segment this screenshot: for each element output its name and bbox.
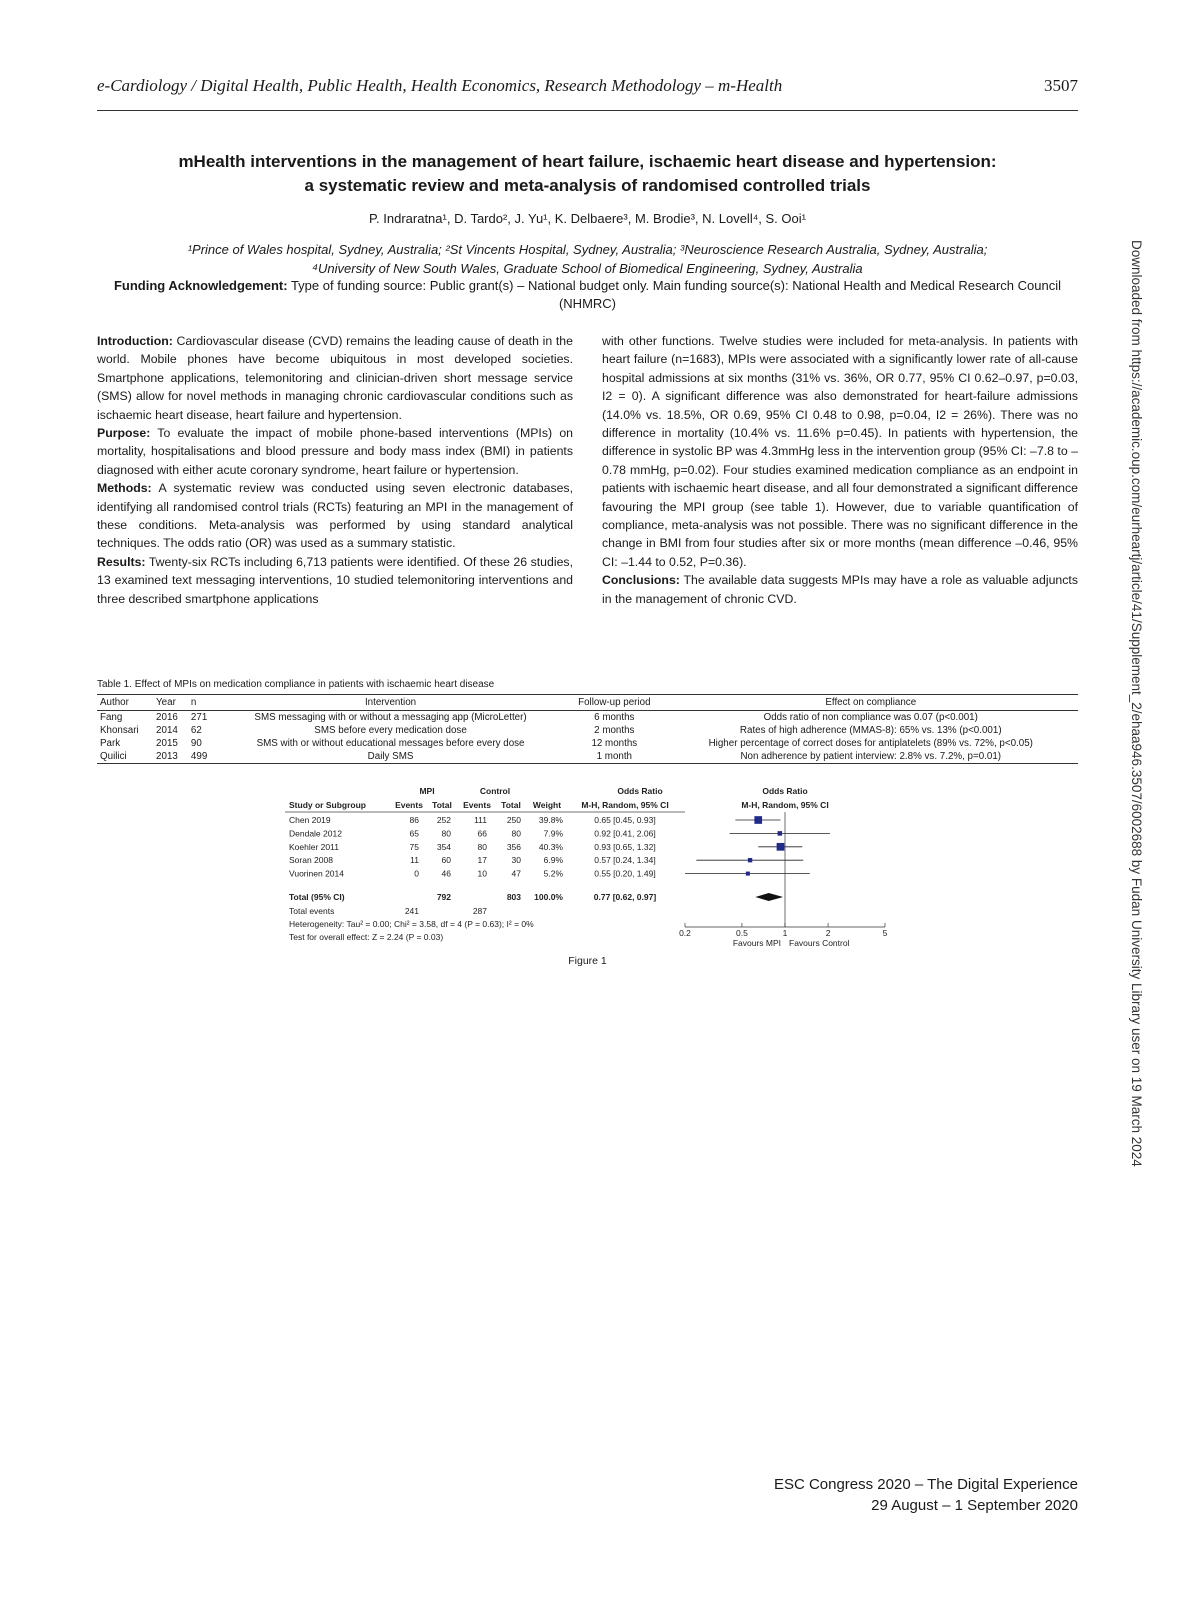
or-header: Odds Ratio xyxy=(617,786,663,796)
table-row xyxy=(97,737,1078,750)
mpi-total: 252 xyxy=(436,815,451,825)
total-col-header: Total xyxy=(501,800,521,810)
x-tick-label: 0.2 xyxy=(679,928,691,938)
mpi-total: 46 xyxy=(441,868,451,879)
table-cell: 90 xyxy=(190,738,202,749)
total-odds-ratio: 0.77 [0.62, 0.97] xyxy=(593,892,657,902)
table-col-header: n xyxy=(188,695,216,711)
table-cell: 62 xyxy=(190,725,202,736)
x-tick-label: 2 xyxy=(825,928,831,938)
total-label: Total (95% CI) xyxy=(289,892,345,902)
table-col-header: Intervention xyxy=(216,695,565,711)
total-mpi: 792 xyxy=(436,892,451,902)
page-footer xyxy=(774,1474,1078,1516)
weight-col-header: Weight xyxy=(532,800,562,810)
study-weight: 7.9% xyxy=(543,828,563,839)
overall-effect-stat: Test for overall effect: Z = 2.24 (P = 0.03) xyxy=(289,932,444,942)
total-events-control: 287 xyxy=(472,906,487,916)
control-total: 356 xyxy=(506,841,521,852)
table-cell: 271 xyxy=(190,712,208,723)
table-cell: 2013 xyxy=(153,750,188,764)
running-header xyxy=(97,76,1078,96)
table-cell: Khonsari xyxy=(100,725,139,736)
body-column-right xyxy=(602,332,1078,608)
download-watermark xyxy=(1128,240,1148,1330)
table-col-header: Author xyxy=(97,695,153,711)
x-tick-label: 5 xyxy=(882,928,888,938)
mpi-events: 65 xyxy=(409,828,419,839)
study-name: Dendale 2012 xyxy=(289,828,342,839)
table-caption: Table 1. Effect of MPIs on medication compliance in patients with ischaemic heart disease xyxy=(97,679,495,690)
study-odds-ratio: 0.65 [0.45, 0.93] xyxy=(594,815,656,825)
methods-text: A systematic review was conducted using seven electronic databases, identifying all randomised control trials (RCTs) featuring an MPI in the management of these conditions. Meta-analysis was performed by using standard analytical techniques. The odds ratio (OR) was used as a summary statistic. xyxy=(97,481,573,551)
control-events: 80 xyxy=(477,841,487,852)
table-cell: SMS before every medication dose xyxy=(314,725,467,736)
study-odds-ratio: 0.93 [0.65, 1.32] xyxy=(594,841,656,852)
affiliations xyxy=(97,240,1078,278)
table-header-row xyxy=(97,695,1078,711)
study-weight: 6.9% xyxy=(543,855,563,866)
conclusions-paragraph xyxy=(602,571,1078,608)
table-row xyxy=(97,711,1078,725)
or-plot-header: Odds Ratio xyxy=(762,786,808,796)
title-line-2: a systematic review and meta-analysis of randomised controlled trials xyxy=(304,176,871,195)
table-row xyxy=(97,724,1078,737)
table-cell: 12 months xyxy=(591,738,638,749)
mpi-events: 0 xyxy=(414,868,419,879)
results-text-part-1: Twenty-six RCTs including 6,713 patients were identified. Of these 26 studies, 13 examined text messaging interventions, 10 studied telemonitoring interventions and three described smartphone applications xyxy=(97,554,573,606)
total-control: 803 xyxy=(506,892,521,902)
page-number: 3507 xyxy=(1044,76,1078,95)
methods-label: Methods: xyxy=(97,481,152,496)
study-marker xyxy=(778,831,783,836)
footer-line-1: ESC Congress 2020 – The Digital Experience xyxy=(773,1476,1078,1493)
table-body xyxy=(97,711,1078,764)
funding-label: Funding Acknowledgement: xyxy=(113,278,288,293)
author-list: P. Indraratna¹, D. Tardo², J. Yu¹, K. Delbaere³, M. Brodie³, N. Lovell⁴, S. Ooi¹ xyxy=(369,211,806,226)
table-cell: SMS messaging with or without a messaging app (MicroLetter) xyxy=(254,712,527,723)
study-weight: 39.8% xyxy=(538,815,563,825)
control-events: 66 xyxy=(477,828,487,839)
table-cell: Quilici xyxy=(97,750,153,764)
x-tick-label: 0.5 xyxy=(736,928,748,938)
mpi-total: 354 xyxy=(436,841,451,852)
purpose-paragraph xyxy=(97,424,573,479)
compliance-table xyxy=(97,694,1078,764)
purpose-text: To evaluate the impact of mobile phone-based interventions (MPIs) on mortality, hospitalisations and blood pressure and body mass index (BMI) in patients diagnosed with either acute coronary syndrome, heart failure or hypertension. xyxy=(97,426,573,477)
heterogeneity-stat: Heterogeneity: Tau² = 0.00; Chi² = 3.58, df = 4 (P = 0.63); I² = 0% xyxy=(289,919,534,929)
table-cell: Higher percentage of correct doses for antiplatelets (89% vs. 72%, p<0.05) xyxy=(708,738,1033,749)
mpi-total: 60 xyxy=(441,855,451,866)
study-odds-ratio: 0.92 [0.41, 2.06] xyxy=(594,828,656,839)
study-weight: 40.3% xyxy=(538,841,563,852)
table-col-header: Year xyxy=(153,695,188,711)
group-1-header: MPI xyxy=(419,786,435,796)
table-cell: 2016 xyxy=(156,712,178,723)
table-cell: 2014 xyxy=(156,725,178,736)
table-cell: 499 xyxy=(188,750,216,764)
table-col-header: Effect on compliance xyxy=(664,695,1078,711)
table-cell: 6 months xyxy=(594,712,635,723)
total-diamond xyxy=(755,893,783,901)
table-cell: Non adherence by patient interview: 2.8% vs. 7.2%, p=0.01) xyxy=(664,750,1078,764)
download-notice: Downloaded from https://academic.oup.com/eurheartj/article/41/Supplement_2/ehaa946.3507/6002688 by Fudan University Library user on 19 March 2024 xyxy=(1129,240,1144,1167)
group-2-header: Control xyxy=(479,786,511,796)
favours-left-label: Favours MPI xyxy=(732,938,781,948)
table-cell: SMS with or without educational messages before every dose xyxy=(256,738,525,749)
conclusions-text: The available data suggests MPIs may have a role as valuable adjuncts in the management of chronic CVD. xyxy=(602,573,1078,606)
footer-line-2: 29 August – 1 September 2020 xyxy=(871,1497,1078,1514)
mpi-events: 86 xyxy=(409,815,419,825)
intro-label: Introduction: xyxy=(97,334,173,348)
forest-plot xyxy=(285,782,905,957)
control-events: 10 xyxy=(477,868,487,879)
table-cell: Park xyxy=(100,738,121,749)
table-cell: Odds ratio of non compliance was 0.07 (p<0.001) xyxy=(763,712,978,723)
events-col-header: Events xyxy=(395,800,423,810)
affiliations-line-2: ⁴University of New South Wales, Graduate School of Biomedical Engineering, Sydney, Australia xyxy=(312,261,863,276)
conclusions-label: Conclusions: xyxy=(602,573,680,588)
study-name: Chen 2019 xyxy=(289,815,331,825)
or-method-header: M-H, Random, 95% CI xyxy=(581,800,669,810)
events-col-header: Events xyxy=(463,800,491,810)
table-col-header: Follow-up period xyxy=(565,695,663,711)
running-title: e-Cardiology / Digital Health, Public Health, Health Economics, Research Methodology – m-Health xyxy=(97,76,783,95)
x-tick-label: 1 xyxy=(782,928,788,938)
study-marker xyxy=(748,858,752,862)
mpi-events: 75 xyxy=(409,841,419,852)
table-cell: Rates of high adherence (MMAS-8): 65% vs. 13% (p<0.001) xyxy=(739,725,1002,736)
study-marker xyxy=(754,816,762,824)
methods-paragraph xyxy=(97,479,573,553)
mpi-total: 80 xyxy=(441,828,451,839)
control-total: 47 xyxy=(511,868,521,879)
study-weight: 5.2% xyxy=(543,868,563,879)
title-line-1: mHealth interventions in the management of heart failure, ischaemic heart disease and hypertension: xyxy=(178,152,997,171)
total-events-mpi: 241 xyxy=(404,906,419,916)
header-rule xyxy=(97,110,1078,111)
results-label: Results: xyxy=(97,554,146,569)
article-title xyxy=(97,150,1078,198)
funding-acknowledgement xyxy=(110,277,1065,313)
study-marker xyxy=(746,872,750,876)
study-marker xyxy=(777,843,785,851)
study-name: Soran 2008 xyxy=(289,855,333,866)
mpi-events: 11 xyxy=(410,855,419,866)
favours-right-label: Favours Control xyxy=(789,938,850,948)
study-odds-ratio: 0.57 [0.24, 1.34] xyxy=(594,855,656,866)
total-events-label: Total events xyxy=(289,906,335,916)
table-cell: 1 month xyxy=(565,750,663,764)
or-plot-method-header: M-H, Random, 95% CI xyxy=(741,800,829,810)
table-cell: Daily SMS xyxy=(216,750,565,764)
control-total: 250 xyxy=(506,815,521,825)
control-total: 80 xyxy=(511,828,521,839)
control-events: 17 xyxy=(477,855,487,866)
results-continued xyxy=(602,332,1078,571)
purpose-label: Purpose: xyxy=(97,426,151,441)
table-cell: 2015 xyxy=(156,738,178,749)
funding-text: Type of funding source: Public grant(s) – National budget only. Main funding source(s): National Health and Medical Research Council (NHMRC) xyxy=(287,278,1062,311)
body-column-left xyxy=(97,332,573,608)
total-weight: 100.0% xyxy=(534,892,563,902)
control-events: 111 xyxy=(474,815,487,825)
study-name: Koehler 2011 xyxy=(289,841,339,852)
table-cell: 2 months xyxy=(594,725,635,736)
study-odds-ratio: 0.55 [0.20, 1.49] xyxy=(594,868,656,879)
results-text-part-2: with other functions. Twelve studies were included for meta-analysis. In patients with heart failure (n=1683), MPIs were associated with a significantly lower rate of all-cause hospital admissions at six months (31% vs. 36%, OR 0.77, 95% CI 0.62–0.97, p=0.03, I2 = 0). A significant difference was also demonstrated for heart-failure admissions (14.0% vs. 18.5%, OR 0.69, 95% CI 0.48 to 0.98, p=0.04, I2 = 26%). There was no difference in mortality (10.4% vs. 11.6% p=0.45). In patients with hypertension, the difference in systolic BP was 4.3mmHg less in the intervention group (95% CI: –7.8 to –0.78 mmHg, p=0.02). Four studies examined medication compliance as an endpoint in patients with ischaemic heart disease, and all four demonstrated a significant difference favouring the MPI group (see table 1). However, due to variable quantification of compliance, meta-analysis was not possible. There was no significant difference in the change in BMI from four studies after six or more months (mean difference –0.46, 95% CI: –1.44 to 0.52, P=0.36). xyxy=(602,334,1078,569)
table-cell: Fang xyxy=(100,712,123,723)
affiliations-line-1: ¹Prince of Wales hospital, Sydney, Australia; ²St Vincents Hospital, Sydney, Australia; ³Neuroscience Research Australia, Sydney, Australia; xyxy=(187,242,988,257)
total-col-header: Total xyxy=(432,800,452,810)
table-row xyxy=(97,750,1078,764)
study-name: Vuorinen 2014 xyxy=(289,868,344,879)
control-total: 30 xyxy=(511,855,521,866)
results-paragraph xyxy=(97,553,573,608)
study-col-header: Study or Subgroup xyxy=(289,800,366,810)
intro-text: Cardiovascular disease (CVD) remains the leading cause of death in the world. Mobile phones have become ubiquitous in most developed societies. Smartphone applications, telemonitoring and clinician-driven short message service (SMS) allow for novel methods in managing chronic cardiovascular conditions such as ischaemic heart disease, heart failure and hypertension. xyxy=(97,334,573,422)
figure-caption: Figure 1 xyxy=(568,955,607,967)
intro-paragraph xyxy=(97,332,573,424)
